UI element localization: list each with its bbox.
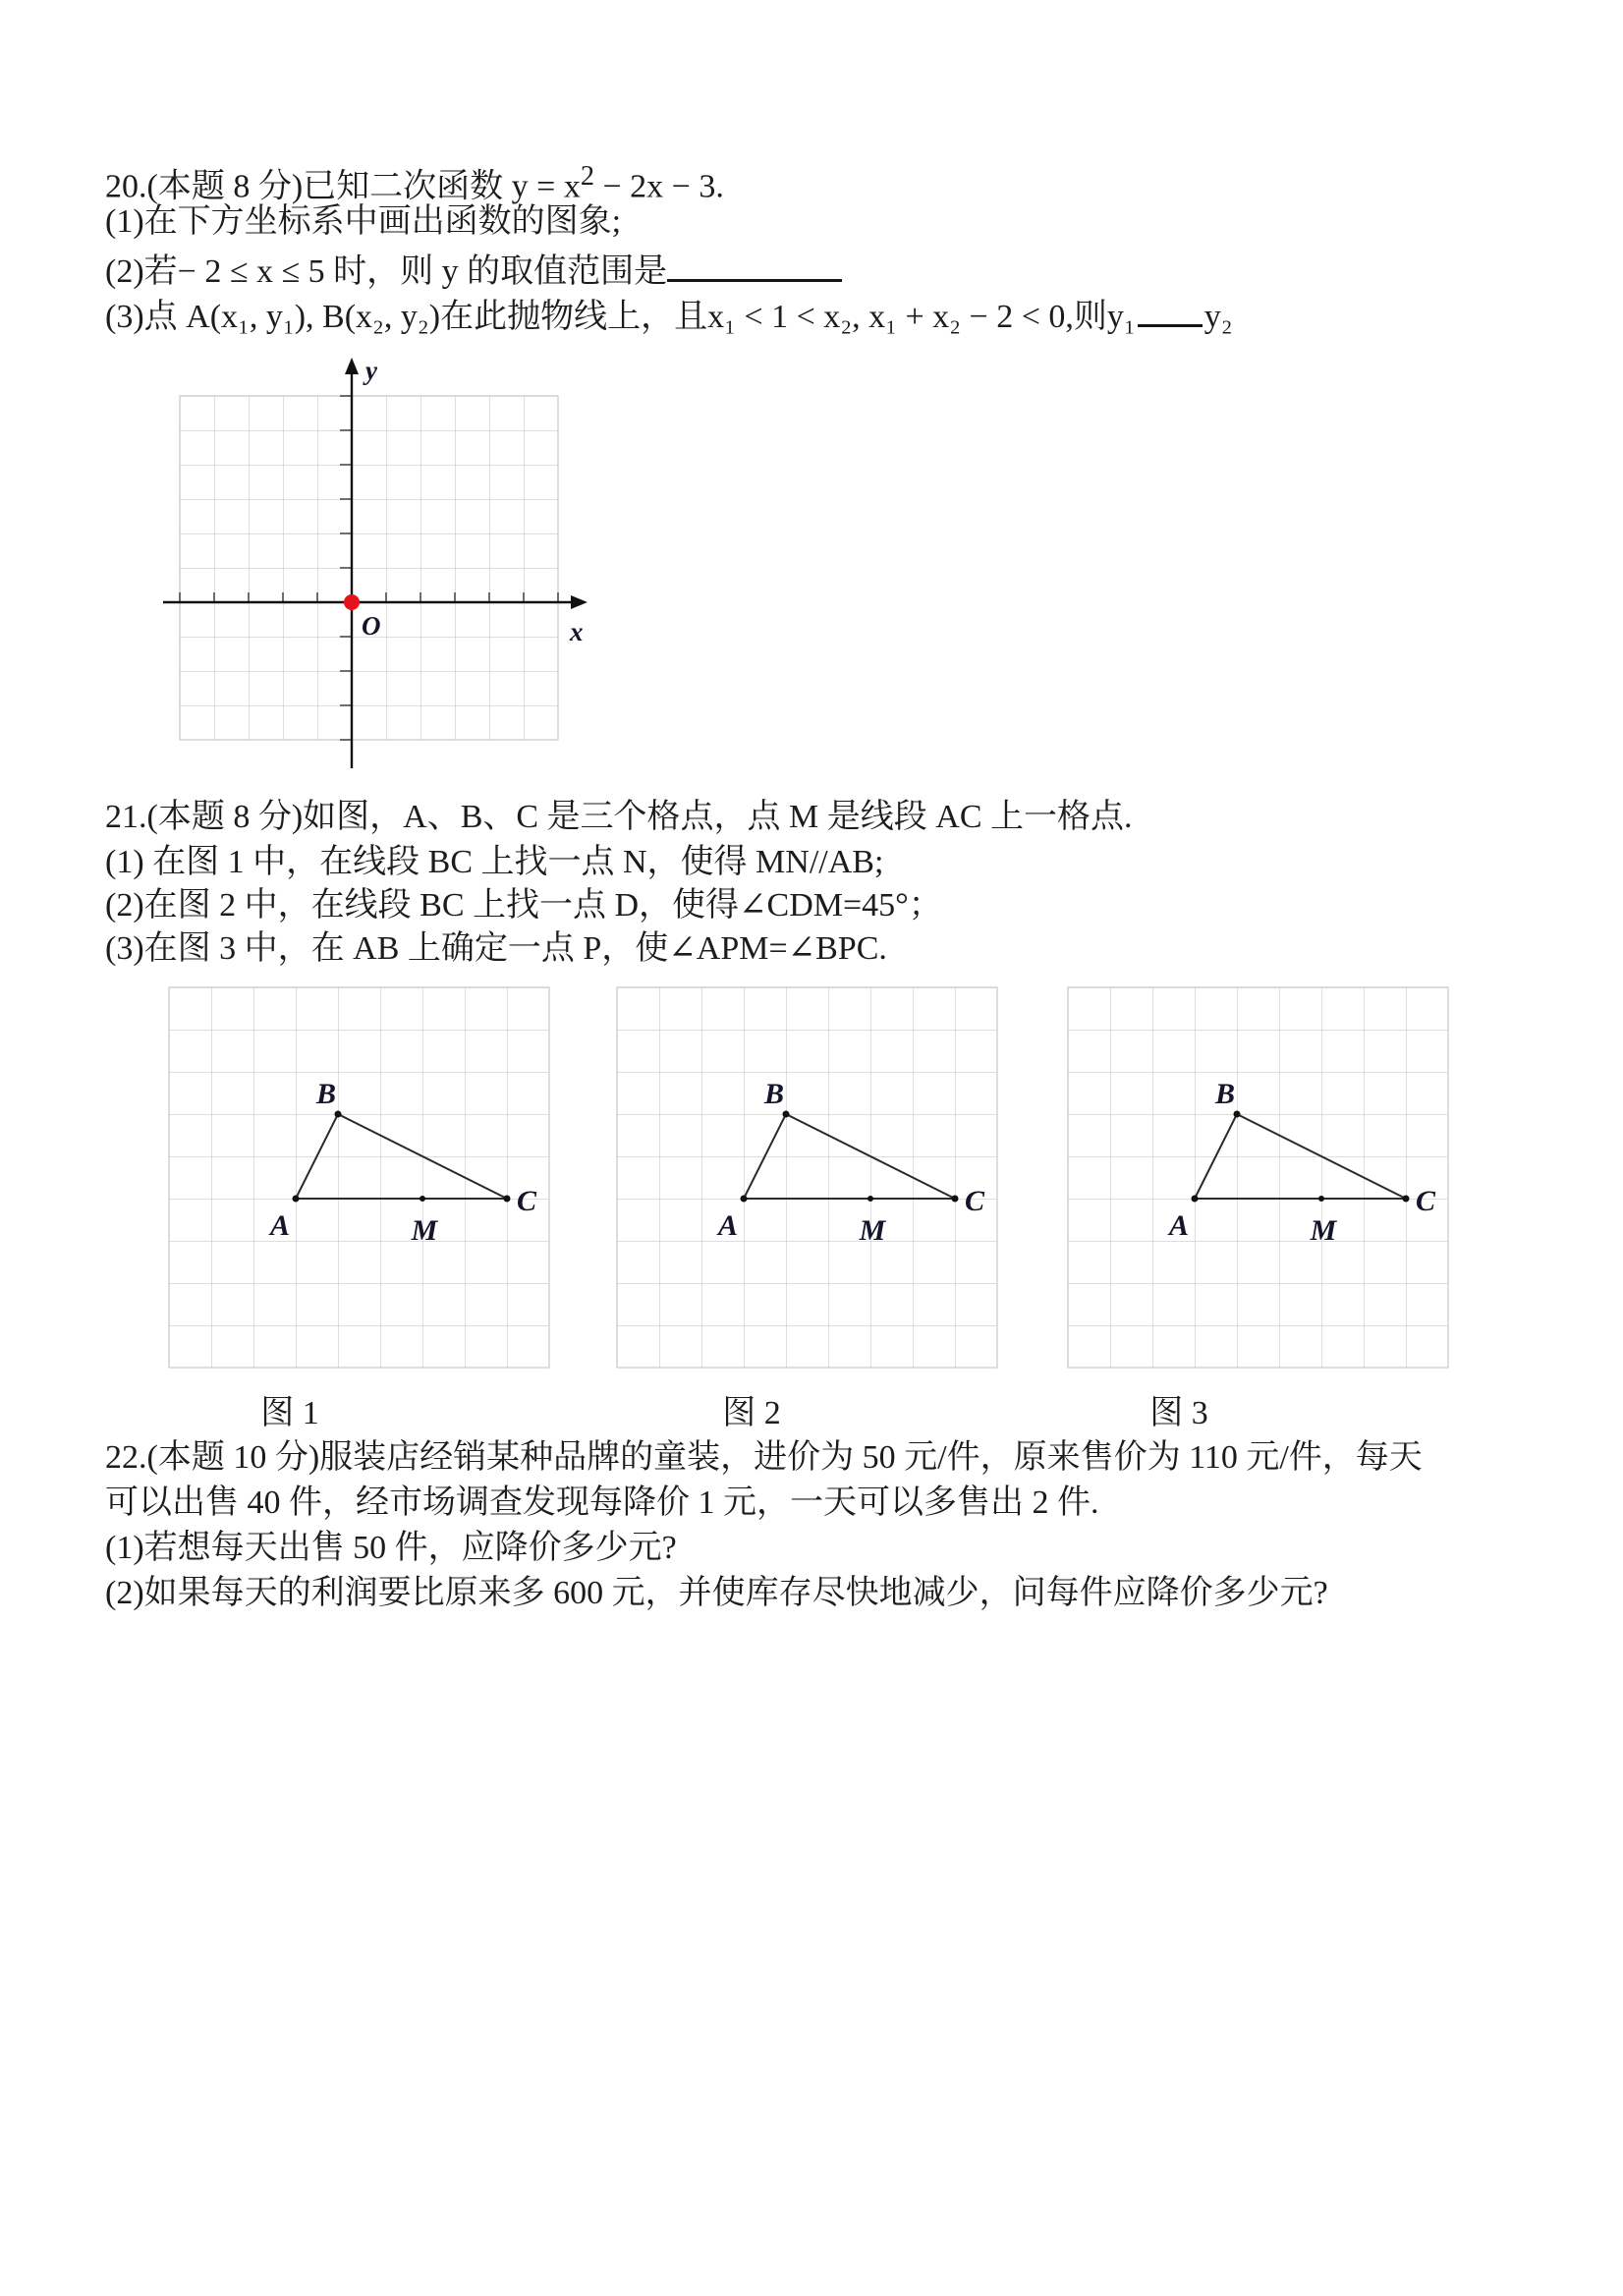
x-axis-label: x xyxy=(570,617,584,646)
q20-coordinate-figure xyxy=(147,356,609,778)
vertex-c-label: C xyxy=(517,1185,537,1217)
q20-line-3-text: (2)若− 2 ≤ x ≤ 5 时，则 y 的取值范围是 xyxy=(105,253,668,290)
figure-3-caption: 图 3 xyxy=(1149,1395,1208,1431)
vertex-c-dot xyxy=(1403,1196,1410,1203)
vertex-c-label: C xyxy=(965,1185,985,1217)
point-m-dot xyxy=(420,1196,425,1202)
vertex-a-label: A xyxy=(717,1209,739,1242)
q21-line-4 xyxy=(105,927,887,971)
vertex-a-dot xyxy=(1192,1196,1199,1203)
vertex-c-label: C xyxy=(1416,1185,1436,1217)
y-axis-arrow xyxy=(345,358,359,374)
figure-2-caption: 图 2 xyxy=(722,1395,781,1431)
answer-blank-range xyxy=(667,246,842,282)
vertex-c-dot xyxy=(504,1196,511,1203)
q20-line-3 xyxy=(105,246,842,294)
q20-line-1-text: 20.(本题 8 分)已知二次函数 y = x xyxy=(105,168,581,205)
q20-line-4 xyxy=(105,291,1233,339)
vertex-b-dot xyxy=(1234,1111,1241,1118)
figure-3-grid xyxy=(1068,987,1448,1368)
origin-label: O xyxy=(362,611,381,641)
vertex-c-dot xyxy=(952,1196,959,1203)
point-m-label: M xyxy=(1310,1214,1337,1247)
q22-line-1 xyxy=(105,1436,1423,1480)
q21-line-3 xyxy=(105,884,942,927)
q21-line-2-text: (1) 在图 1 中，在线段 BC 上找一点 N，使得 MN//AB; xyxy=(105,844,884,880)
origin-dot xyxy=(344,594,360,610)
q21-line-2 xyxy=(105,841,883,884)
point-m-dot xyxy=(867,1196,873,1202)
figure-3 xyxy=(1056,978,1451,1372)
q22-line-4-text: (2)如果每天的利润要比原来多 600 元，并使库存尽快地减少，问每件应降价多少元? xyxy=(105,1575,1328,1611)
vertex-b-dot xyxy=(783,1111,790,1118)
q20-line-1-tail: − 2x − 3. xyxy=(594,168,724,205)
y-axis-label: y xyxy=(365,356,377,385)
vertex-b-label: B xyxy=(315,1078,337,1110)
figure-2 xyxy=(605,978,1000,1372)
point-m-label: M xyxy=(859,1214,886,1247)
q22-line-2-text: 可以出售 40 件，经市场调查发现每降价 1 元，一天可以多售出 2 件. xyxy=(105,1484,1099,1521)
q20-exponent: 2 xyxy=(580,161,594,192)
q22-line-4 xyxy=(105,1572,1328,1615)
figure-1-caption: 图 1 xyxy=(260,1395,319,1431)
vertex-a-label: A xyxy=(269,1209,291,1242)
q21-line-3-text: (2)在图 2 中，在线段 BC 上找一点 D，使得∠CDM=45°； xyxy=(105,887,942,924)
figure-2-grid xyxy=(617,987,997,1368)
q22-line-3 xyxy=(105,1527,677,1570)
q20-line-4-tail: y₂ xyxy=(1203,299,1233,335)
figure-1 xyxy=(157,978,552,1372)
point-m-dot xyxy=(1318,1196,1324,1202)
q22-line-2 xyxy=(105,1482,1099,1525)
q21-line-1-text: 21.(本题 8 分)如图，A、B、C 是三个格点，点 M 是线段 AC 上一格点. xyxy=(105,799,1133,835)
vertex-b-label: B xyxy=(763,1078,785,1110)
point-m-label: M xyxy=(411,1214,438,1247)
q21-line-1 xyxy=(105,796,1133,839)
x-axis-arrow xyxy=(571,595,588,609)
vertex-a-label: A xyxy=(1168,1209,1190,1242)
q20-grid-area xyxy=(180,396,558,740)
vertex-b-label: B xyxy=(1214,1078,1236,1110)
vertex-a-dot xyxy=(741,1196,748,1203)
q22-line-3-text: (1)若想每天出售 50 件，应降价多少元? xyxy=(105,1530,677,1566)
figure-1-grid xyxy=(169,987,549,1368)
q21-line-4-text: (3)在图 3 中，在 AB 上确定一点 P，使∠APM=∠BPC. xyxy=(105,930,887,967)
vertex-b-dot xyxy=(335,1111,342,1118)
answer-blank-compare xyxy=(1138,291,1203,327)
q20-line-4-text: (3)点 A(x₁, y₁), B(x₂, y₂)在此抛物线上，且x₁ < 1 < x₂, x₁ + x₂ − 2 < 0,则y₁ xyxy=(105,299,1136,335)
q20-line-2-text: (1)在下方坐标系中画出函数的图象; xyxy=(105,203,622,240)
q20-line-2 xyxy=(105,200,621,244)
q22-line-1-text: 22.(本题 10 分)服装店经销某种品牌的童装，进价为 50 元/件，原来售价为 110 元/件，每天 xyxy=(105,1439,1423,1476)
vertex-a-dot xyxy=(293,1196,300,1203)
